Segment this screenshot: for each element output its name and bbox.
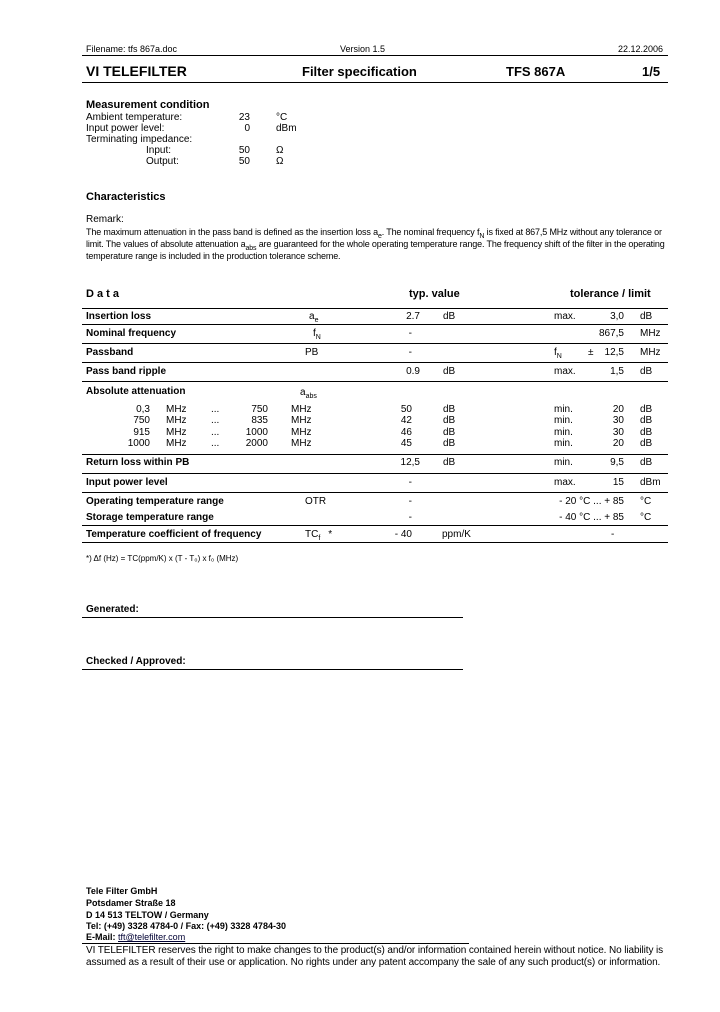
row-symbol: PB xyxy=(305,347,319,358)
abs-att-u1: MHz xyxy=(166,427,187,438)
abs-att-tol-value: 30 xyxy=(612,415,624,426)
abs-att-f1: 915 xyxy=(133,427,150,438)
abs-att-typ-unit: dB xyxy=(443,438,456,449)
data-heading: D a t a xyxy=(86,288,120,300)
row-typ: - xyxy=(408,512,412,523)
row-tol-range: - 40 °C ... + 85 xyxy=(559,512,624,523)
footer-phone: Tel: (+49) 3328 4784-0 / Fax: (+49) 3328 4784-30 xyxy=(86,921,286,931)
row-label: Nominal frequency xyxy=(86,328,177,339)
row-label: Passband xyxy=(86,347,134,358)
abs-att-u2: MHz xyxy=(291,438,312,449)
row-label: Pass band ripple xyxy=(86,366,167,377)
row-rule xyxy=(82,308,668,309)
row-tol-pm: ± xyxy=(588,347,594,358)
footer-city: D 14 513 TELTOW / Germany xyxy=(86,910,209,920)
abs-att-u2: MHz xyxy=(291,415,312,426)
doc-title: Filter specification xyxy=(302,64,417,79)
row-rule xyxy=(82,492,668,493)
power-unit: dBm xyxy=(276,123,297,134)
disclaimer-line-1: VI TELEFILTER reserves the right to make changes to the product(s) and/or information contained herein without notice. No liability is xyxy=(86,945,664,956)
row-tol-unit: °C xyxy=(640,512,652,523)
row-tol-unit: dB xyxy=(640,366,653,377)
row-tol-prefix: min. xyxy=(554,457,573,468)
row-typ: - xyxy=(408,496,412,507)
row-tol-value: 3,0 xyxy=(610,311,624,322)
row-typ: - xyxy=(408,347,412,358)
row-symbol: OTR xyxy=(305,496,327,507)
footer-email: E-Mail: tft@telefilter.com xyxy=(86,932,186,942)
approved-label: Checked / Approved: xyxy=(86,656,186,667)
abs-att-f1: 0,3 xyxy=(136,404,150,415)
abs-att-symbol: $a_{abs}$ xyxy=(300,387,317,400)
page-number: 1/5 xyxy=(642,64,661,79)
abs-att-typ: 45 xyxy=(400,438,412,449)
generated-label: Generated: xyxy=(86,604,139,615)
abs-att-typ: 42 xyxy=(400,415,412,426)
approved-line xyxy=(82,669,463,670)
row-typ: - xyxy=(408,328,412,339)
input-label: Input: xyxy=(146,145,172,156)
row-typ: 0.9 xyxy=(406,366,420,377)
abs-att-tol-unit: dB xyxy=(640,427,653,438)
remark-label: Remark: xyxy=(86,214,124,225)
measurement-title: Measurement condition xyxy=(86,99,210,111)
remark-line-2: limit. The values of absolute attenuation $a_{abs}$ are guaranteed for the whole operating temperature range. The frequency shift of the filter in the operating xyxy=(86,239,665,252)
row-rule xyxy=(82,542,668,543)
row-tol-unit: MHz xyxy=(640,347,661,358)
abs-att-tol-prefix: min. xyxy=(554,415,573,426)
row-tol-unit: dB xyxy=(640,457,653,468)
row-tol-unit: MHz xyxy=(640,328,661,339)
row-label: Return loss within PB xyxy=(86,457,190,468)
abs-att-f2: 835 xyxy=(251,415,268,426)
power-label: Input power level: xyxy=(86,123,165,134)
term-label: Terminating impedance: xyxy=(86,134,193,145)
generated-line xyxy=(82,617,463,618)
date: 22.12.2006 xyxy=(618,44,664,54)
abs-att-u1: MHz xyxy=(166,404,187,415)
tolerance-heading: tolerance / limit xyxy=(570,288,651,300)
abs-att-tol-unit: dB xyxy=(640,415,653,426)
row-rule xyxy=(82,381,668,382)
row-symbol: $TC_f$ * xyxy=(305,529,333,542)
remark-line-3: temperature range is included in the production tolerance scheme. xyxy=(86,251,341,261)
footer-street: Potsdamer Straße 18 xyxy=(86,898,176,908)
filename: Filename: tfs 867a.doc xyxy=(86,44,178,54)
abs-att-typ: 50 xyxy=(400,404,412,415)
abs-att-tol-value: 20 xyxy=(612,404,624,415)
abs-att-tol-unit: dB xyxy=(640,404,653,415)
ambient-unit: °C xyxy=(276,112,288,123)
row-symbol: $f_N$ xyxy=(313,328,321,341)
row-rule xyxy=(82,473,668,474)
abs-att-f2: 1000 xyxy=(245,427,268,438)
row-tol-unit: dB xyxy=(640,311,653,322)
abs-att-f1: 750 xyxy=(133,415,150,426)
row-typ-unit: ppm/K xyxy=(442,529,471,540)
row-typ: 2.7 xyxy=(406,311,420,322)
row-tol-prefix: max. xyxy=(554,366,576,377)
row-label: Temperature coefficient of frequency xyxy=(86,529,262,540)
abs-att-tol-prefix: min. xyxy=(554,427,573,438)
footnote: *) Δf (Hz) = TC(ppm/K) x (T - T₀) x f₀ (MHz) xyxy=(86,554,239,563)
disclaimer-line-2: assumed as a result of their use or application. No rights under any patent accompany the sale of any such product(s) or information. xyxy=(86,957,661,968)
input-unit: Ω xyxy=(276,145,284,156)
output-label: Output: xyxy=(146,156,179,167)
row-tol-value: 12,5 xyxy=(604,347,624,358)
row-rule xyxy=(82,454,668,455)
footer-rule xyxy=(82,943,469,944)
abs-att-typ-unit: dB xyxy=(443,415,456,426)
row-label: Operating temperature range xyxy=(86,496,224,507)
abs-att-u1: MHz xyxy=(166,415,187,426)
abs-att-tol-prefix: min. xyxy=(554,404,573,415)
row-tol-value: 9,5 xyxy=(610,457,624,468)
header-rule-2 xyxy=(82,82,668,83)
typ-value-heading: typ. value xyxy=(409,288,460,300)
input-value: 50 xyxy=(238,145,250,156)
abs-att-u1: MHz xyxy=(166,438,187,449)
ambient-label: Ambient temperature: xyxy=(86,112,183,123)
row-tol-range: - xyxy=(611,529,615,540)
abs-att-tol-value: 30 xyxy=(612,427,624,438)
row-tol-prefix: max. xyxy=(554,477,576,488)
abs-att-tol-prefix: min. xyxy=(554,438,573,449)
remark-line-1: The maximum attenuation in the pass band is defined as the insertion loss $a_e$. The nominal frequency $f_N$ is fixed at 867,5 MHz without any tolerance or xyxy=(86,227,662,240)
abs-att-tol-value: 20 xyxy=(612,438,624,449)
abs-att-dots: ... xyxy=(211,404,220,415)
row-tol-prefix: max. xyxy=(554,311,576,322)
ambient-value: 23 xyxy=(238,112,250,123)
row-tol-value: 15 xyxy=(612,477,624,488)
abs-att-f2: 2000 xyxy=(245,438,268,449)
row-typ: 12,5 xyxy=(400,457,420,468)
row-tol-range: - 20 °C ... + 85 xyxy=(559,496,624,507)
row-rule xyxy=(82,324,668,325)
abs-att-typ: 46 xyxy=(400,427,412,438)
header-rule xyxy=(82,55,668,56)
version: Version 1.5 xyxy=(340,44,386,54)
abs-att-u2: MHz xyxy=(291,427,312,438)
abs-att-dots: ... xyxy=(211,427,220,438)
footer-company: Tele Filter GmbH xyxy=(86,886,158,896)
row-tol-unit: dBm xyxy=(640,477,661,488)
power-value: 0 xyxy=(244,123,250,134)
email-link[interactable]: tft@telefilter.com xyxy=(118,932,186,942)
abs-att-f1: 1000 xyxy=(127,438,150,449)
abs-att-dots: ... xyxy=(211,415,220,426)
row-rule xyxy=(82,362,668,363)
output-value: 50 xyxy=(238,156,250,167)
row-label: Insertion loss xyxy=(86,311,152,322)
abs-att-label: Absolute attenuation xyxy=(86,386,186,397)
row-typ: - xyxy=(408,477,412,488)
row-typ-unit: dB xyxy=(443,457,456,468)
row-tol-value: 1,5 xyxy=(610,366,624,377)
row-typ-unit: dB xyxy=(443,311,456,322)
row-label: Input power level xyxy=(86,477,168,488)
abs-att-dots: ... xyxy=(211,438,220,449)
row-symbol: $a_e$ xyxy=(309,311,319,324)
abs-att-f2: 750 xyxy=(251,404,268,415)
row-typ-unit: dB xyxy=(443,366,456,377)
abs-att-typ-unit: dB xyxy=(443,427,456,438)
output-unit: Ω xyxy=(276,156,284,167)
abs-att-tol-unit: dB xyxy=(640,438,653,449)
row-tol-unit: °C xyxy=(640,496,652,507)
row-tol-value: 867,5 xyxy=(598,328,624,339)
abs-att-typ-unit: dB xyxy=(443,404,456,415)
abs-att-u2: MHz xyxy=(291,404,312,415)
row-rule xyxy=(82,525,668,526)
row-label: Storage temperature range xyxy=(86,512,214,523)
row-tol-prefix: $f_N$ xyxy=(554,347,562,360)
company-name: VI TELEFILTER xyxy=(86,63,187,79)
part-number: TFS 867A xyxy=(506,64,566,79)
row-typ: - 40 xyxy=(394,529,412,540)
row-rule xyxy=(82,343,668,344)
characteristics-title: Characteristics xyxy=(86,191,166,203)
